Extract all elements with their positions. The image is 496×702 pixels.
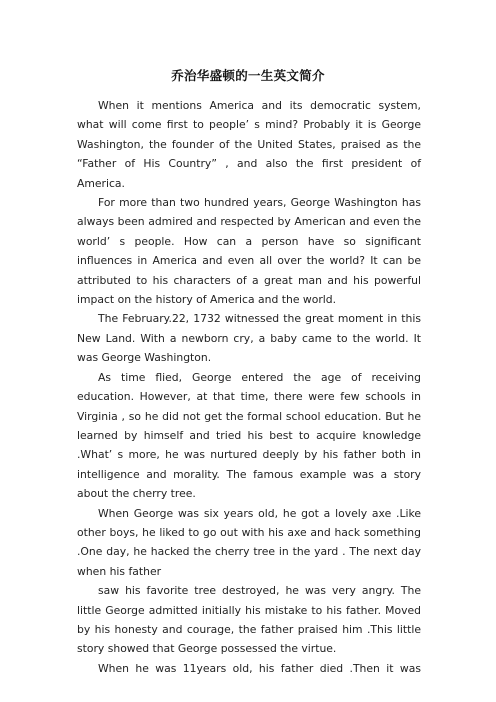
paragraph: saw his favorite tree destroyed, he was very angry. The little George admitted initially his mistake to his father. Moved by his honesty and courage, the father praised him .This little story showed that George possessed the virtue.: [77, 584, 421, 656]
paragraph: When he was 11years old, his father died .Then it was: [98, 661, 421, 675]
document-body: [77, 96, 421, 678]
paragraph: When George was six years old, he got a lovely axe .Like other boys, he liked to go out with his axe and hack something .One day, he hacked the cherry tree in the yard . The next day when his father: [77, 506, 421, 578]
paragraph: As time flied, George entered the age of receiving education. However, at that time, there were few schools in Virginia , so he did not get the formal school education. But he learned by himself and tried his best to acquire knowledge .What’ s more, he was nurtured deeply by his father both in intelligence and morality. The famous example was a story about the cherry tree.: [77, 370, 421, 501]
paragraph: The February.22, 1732 witnessed the great moment in this New Land. With a newborn cry, a baby came to the world. It was George Washington.: [77, 312, 421, 365]
paragraph: When it mentions America and its democratic system, what will come first to people’ s mind? Probably it is George Washington, the founder of the United States, praised as the “Father of His Country” , and also the first president of America.: [77, 99, 421, 190]
paragraph: For more than two hundred years, George Washington has always been admired and respected by American and even the world’ s people. How can a person have so significant influences in America and even all over the world? It can be attributed to his characters of a great man and his powerful impact on the history of America and the world.: [77, 196, 421, 307]
document-title: 乔治华盛顿的一生英文简介: [171, 68, 325, 83]
